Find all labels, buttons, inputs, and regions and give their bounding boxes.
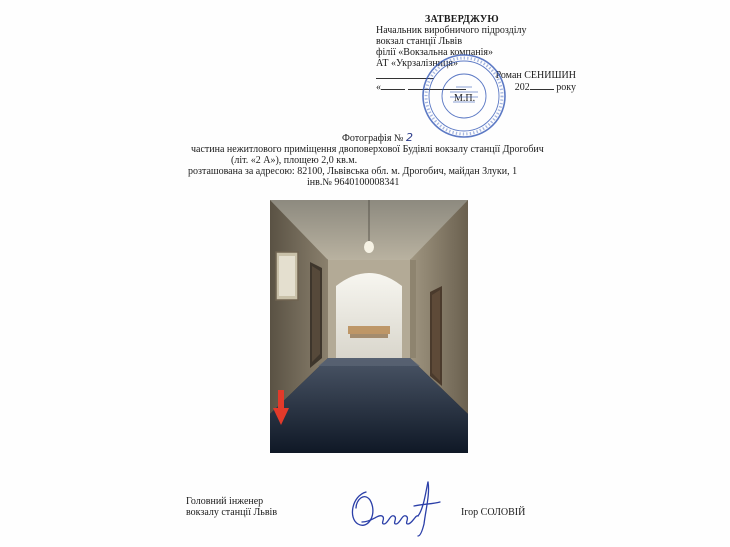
corridor-photo [270, 200, 468, 453]
footer-position-line-1: Головний інженер [186, 496, 264, 507]
footer-signatory-name: Ігор СОЛОВІЙ [461, 507, 526, 518]
official-stamp-icon [420, 52, 508, 140]
photo-caption-line-4: інв.№ 9640100008341 [307, 177, 400, 188]
approval-position-line-1: Начальник виробничого підрозділу [376, 25, 527, 36]
approval-position-line-3: філії «Вокзальна компанія» [376, 47, 494, 58]
approval-signatory-name: Роман СЕНИШИН [495, 70, 576, 81]
photo-title-prefix: Фотографія № [342, 133, 404, 144]
approval-date-year [515, 81, 576, 93]
date-day-blank [381, 81, 405, 90]
photo-caption-title [190, 132, 565, 144]
approval-position-line-4: АТ «Укрзалізниця» [376, 58, 458, 69]
approval-position-line-2: вокзал станції Львів [376, 36, 463, 47]
footer-position [186, 496, 277, 518]
handwritten-signature-icon [344, 478, 444, 538]
photo-number-handwritten: 2 [405, 131, 413, 144]
photo-caption-line-1: частина нежитлового приміщення двоповерхової Будівлі вокзалу станції Дрогобич [191, 144, 544, 155]
date-year-prefix: 202 [514, 82, 530, 93]
photo-caption-line-2: (літ. «2 А»), площею 2,0 кв.м. [231, 155, 358, 166]
footer-position-line-2: вокзалу станції Львів [186, 507, 278, 518]
date-year-blank [530, 81, 554, 90]
date-year-suffix: року [556, 82, 576, 93]
approval-heading: ЗАТВЕРДЖУЮ [425, 14, 499, 25]
date-open-quote: « [376, 82, 381, 93]
photo-caption [185, 132, 565, 188]
approval-seal-abbrev: М.П. [454, 93, 476, 104]
photo-caption-line-3: розташована за адресою: 82100, Львівська обл. м. Дрогобич, майдан Злуки, 1 [188, 166, 518, 177]
